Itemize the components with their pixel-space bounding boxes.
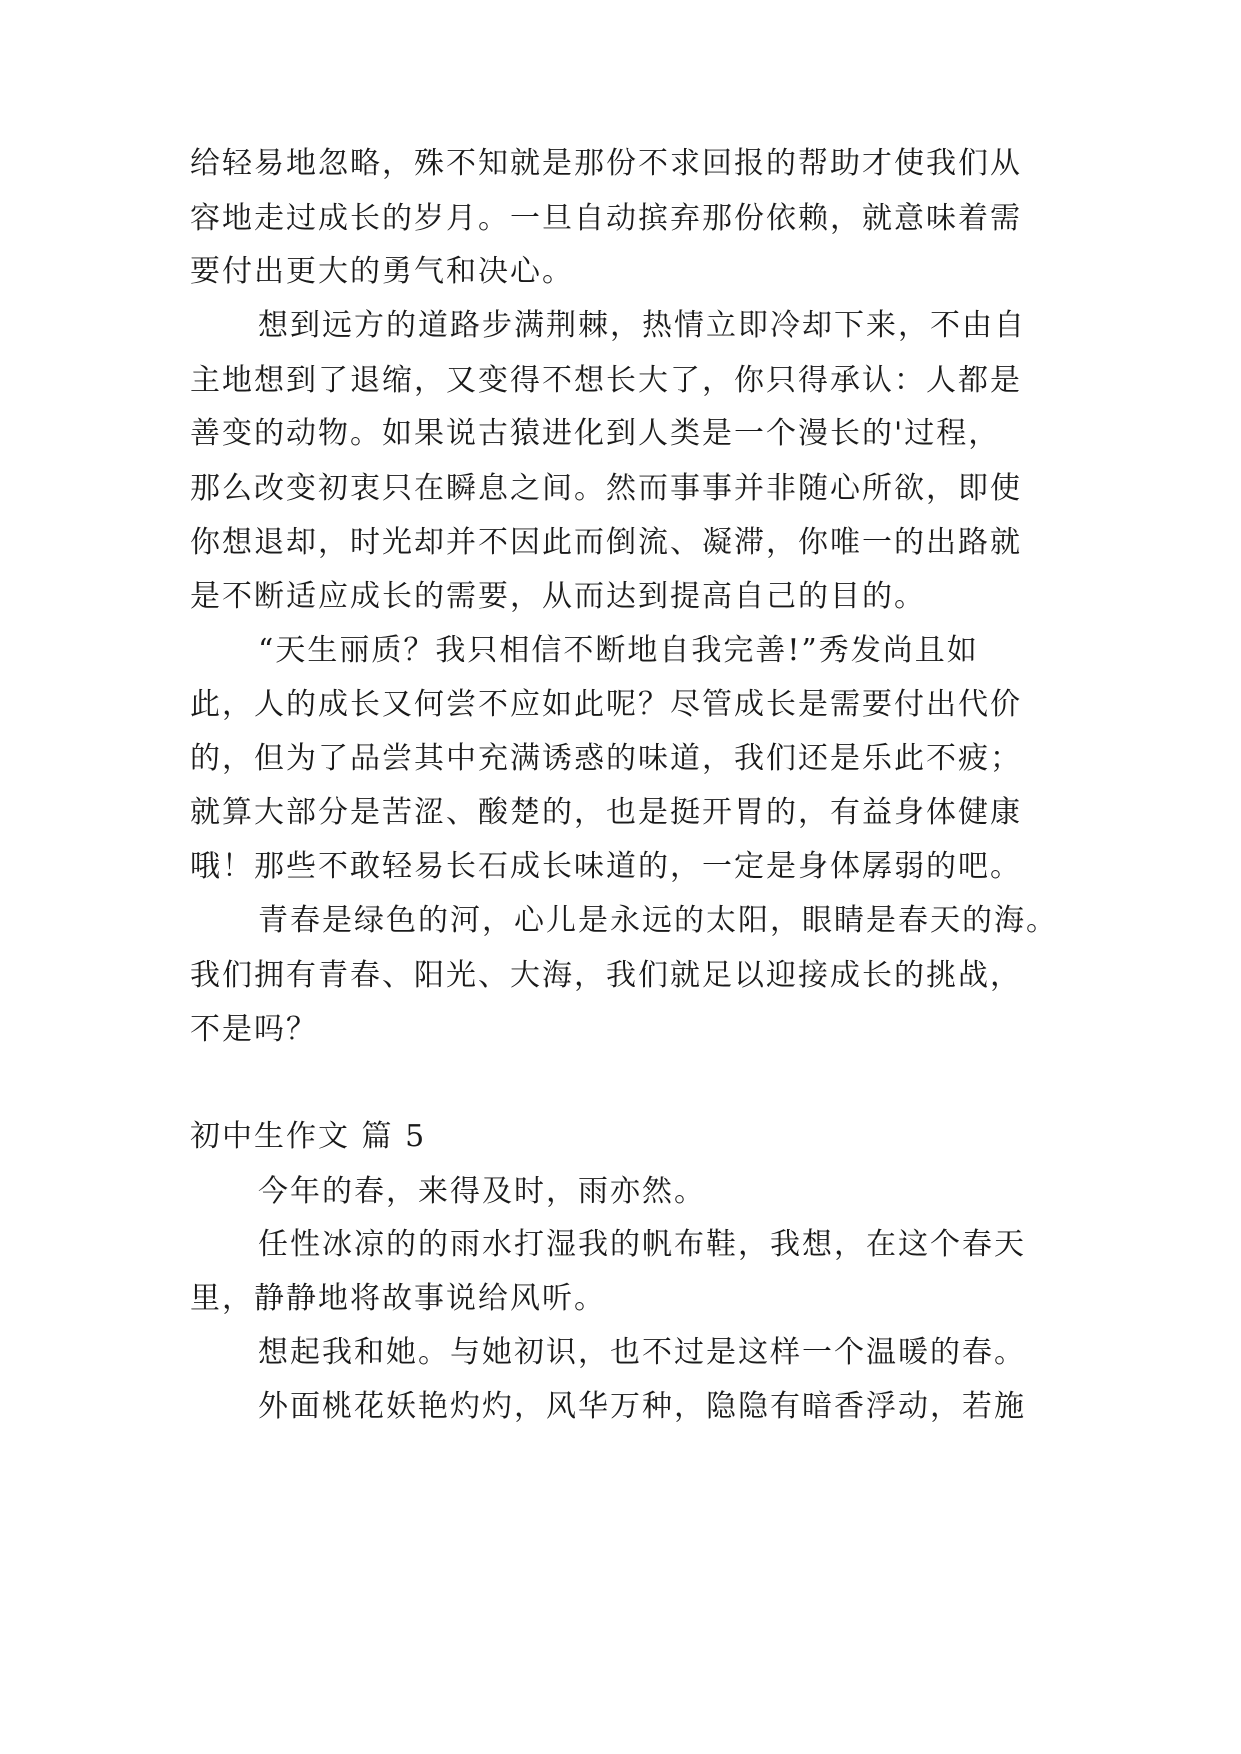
text-line: 给轻易地忽略，殊不知就是那份不求回报的帮助才使我们从	[190, 146, 1022, 181]
text-line: 要付出更大的勇气和决心。	[190, 254, 574, 289]
text-line: 不是吗？	[190, 1012, 318, 1047]
text-line: 善变的动物。如果说古猿进化到人类是一个漫长的'过程，	[190, 416, 1001, 451]
text-line: 主地想到了退缩，又变得不想长大了，你只得承认：人都是	[190, 363, 1022, 398]
text-line: 里，静静地将故事说给风听。	[190, 1281, 606, 1316]
text-line: 你想退却，时光却并不因此而倒流、凝滞，你唯一的出路就	[190, 525, 1022, 560]
paragraph-start-line: 想起我和她。与她初识，也不过是这样一个温暖的春。	[258, 1335, 1026, 1370]
paragraph-start-line: 任性冰凉的的雨水打湿我的帆布鞋，我想，在这个春天	[258, 1227, 1026, 1262]
text-line: 是不断适应成长的需要，从而达到提高自己的目的。	[190, 579, 926, 614]
text-line: 我们拥有青春、阳光、大海，我们就足以迎接成长的挑战，	[190, 958, 1022, 993]
paragraph-start-line: 今年的春，来得及时，雨亦然。	[258, 1174, 706, 1209]
paragraph-start-line: 青春是绿色的河，心儿是永远的太阳，眼睛是春天的海。	[258, 903, 1058, 938]
text-line: 那么改变初衷只在瞬息之间。然而事事并非随心所欲，即使	[190, 471, 1022, 506]
text-line: 的，但为了品尝其中充满诱惑的味道，我们还是乐此不疲；	[190, 741, 1022, 776]
text-line: 容地走过成长的岁月。一旦自动摈弃那份依赖，就意味着需	[190, 201, 1022, 236]
paragraph-start-line: 想到远方的道路步满荆棘，热情立即冷却下来，不由自	[258, 308, 1026, 343]
paragraph-start-line: “天生丽质？我只相信不断地自我完善!”秀发尚且如	[258, 633, 979, 668]
text-line: 此，人的成长又何尝不应如此呢？尽管成长是需要付出代价	[190, 687, 1022, 722]
paragraph-start-line: 外面桃花妖艳灼灼，风华万种，隐隐有暗香浮动，若施	[258, 1389, 1026, 1424]
text-line: 就算大部分是苦涩、酸楚的，也是挺开胃的，有益身体健康	[190, 795, 1022, 830]
text-line: 哦！那些不敢轻易长石成长味道的，一定是身体孱弱的吧。	[190, 849, 1022, 884]
section-title: 初中生作文 篇 5	[190, 1119, 427, 1154]
